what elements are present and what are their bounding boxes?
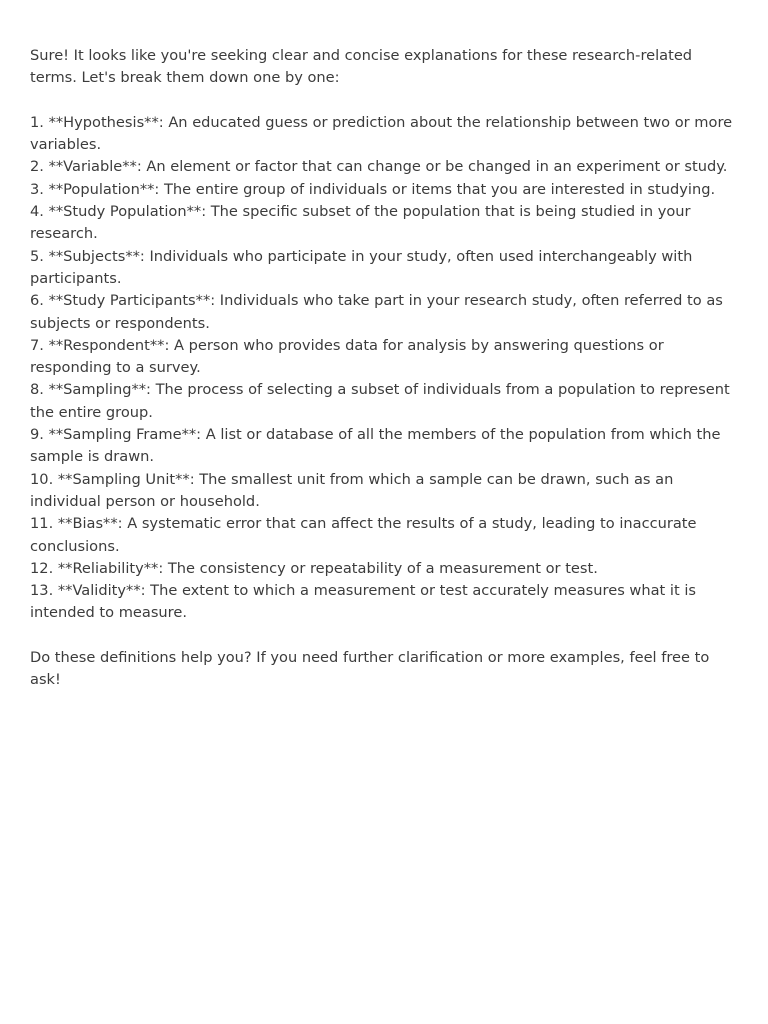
list-item: 8. **Sampling**: The process of selecting a subset of individuals from a population to represent the entire group. — [30, 381, 730, 421]
list-item: 10. **Sampling Unit**: The smallest unit from which a sample can be drawn, such as an individual person or household. — [30, 470, 674, 510]
list-item: 5. **Subjects**: Individuals who participate in your study, often used interchangeably with participants. — [30, 247, 693, 287]
list-item: 9. **Sampling Frame**: A list or database of all the members of the population from which the sample is drawn. — [30, 426, 721, 466]
paragraph-spacer — [30, 625, 742, 647]
list-item: 13. **Validity**: The extent to which a measurement or test accurately measures what it is intended to measure. — [30, 582, 696, 622]
list-item: 4. **Study Population**: The specific subset of the population that is being studied in your research. — [30, 203, 691, 243]
closing-paragraph: Do these definitions help you? If you need further clarification or more examples, feel free to ask! — [30, 649, 710, 689]
intro-paragraph: Sure! It looks like you're seeking clear and concise explanations for these research-related terms. Let's break them down one by one: — [30, 47, 693, 87]
assistant-message — [30, 45, 742, 692]
list-item: 3. **Population**: The entire group of individuals or items that you are interested in studying. — [30, 180, 716, 198]
list-item: 6. **Study Participants**: Individuals who take part in your research study, often referred to as subjects or respondents. — [30, 292, 723, 332]
paragraph-spacer — [30, 90, 742, 112]
list-item: 12. **Reliability**: The consistency or repeatability of a measurement or test. — [30, 559, 598, 577]
list-item: 7. **Respondent**: A person who provides data for analysis by answering questions or responding to a survey. — [30, 336, 664, 377]
list-item: 1. **Hypothesis**: An educated guess or prediction about the relationship between two or more variables. — [30, 113, 733, 154]
definitions-list — [30, 112, 742, 625]
list-item: 2. **Variable**: An element or factor that can change or be changed in an experiment or study. — [30, 158, 728, 176]
list-item: 11. **Bias**: A systematic error that can affect the results of a study, leading to inaccurate conclusions. — [30, 515, 697, 555]
